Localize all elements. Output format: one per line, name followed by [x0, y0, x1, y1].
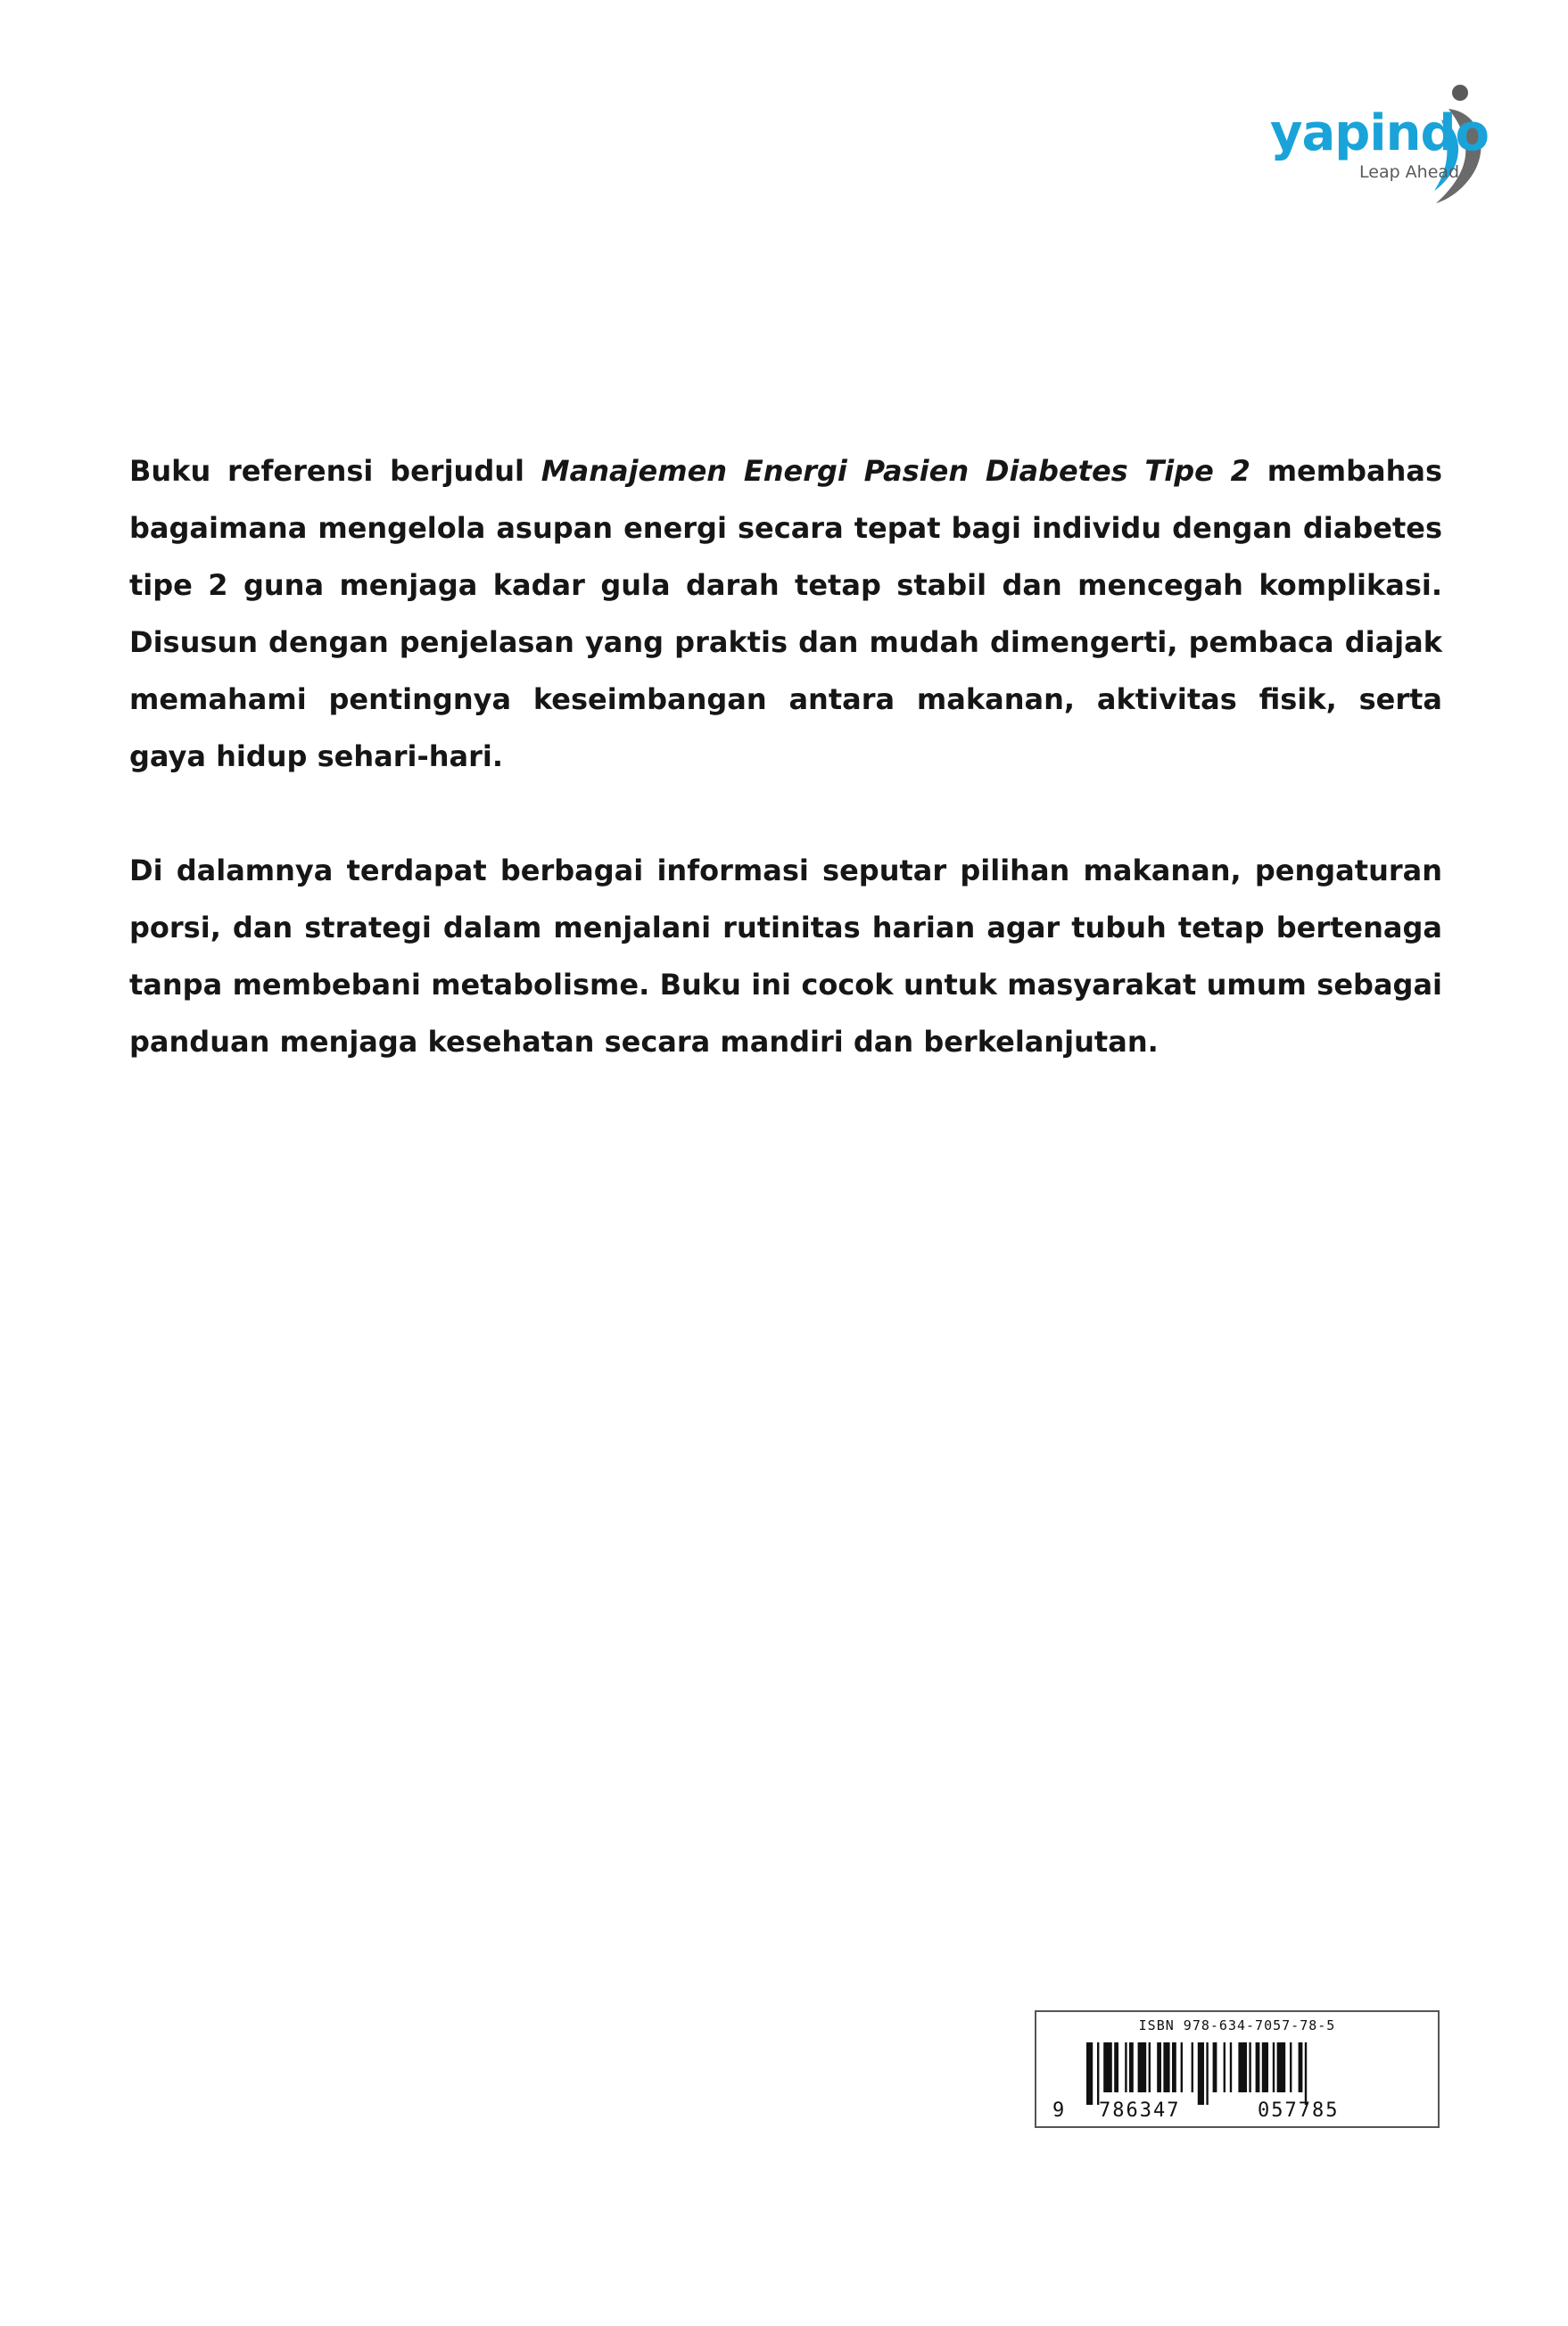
- isbn-digits-right: 057785: [1258, 2099, 1340, 2122]
- blurb-p1-intro: Buku referensi berjudul: [129, 454, 541, 488]
- barcode-icon: [1086, 2042, 1514, 2105]
- barcode-bar: [1238, 2042, 1247, 2092]
- barcode-bar: [1277, 2042, 1286, 2092]
- barcode-bar: [1230, 2042, 1232, 2092]
- barcode-bar: [1129, 2042, 1134, 2092]
- barcode-bar: [1181, 2042, 1183, 2092]
- barcode-bar: [1086, 2042, 1093, 2105]
- barcode-bar: [1224, 2042, 1226, 2092]
- barcode-bar: [1299, 2042, 1303, 2092]
- barcode-bar: [1125, 2042, 1126, 2092]
- barcode-bar: [1149, 2042, 1151, 2092]
- barcode-bar: [1103, 2042, 1112, 2092]
- isbn-barcode-box: [1035, 2010, 1440, 2128]
- publisher-name: yapindo: [1270, 104, 1489, 162]
- barcode-bar: [1249, 2042, 1250, 2092]
- barcode-bar: [1172, 2042, 1176, 2092]
- barcode-bar: [1114, 2042, 1118, 2092]
- barcode-bar: [1192, 2042, 1193, 2092]
- barcode-bar: [1138, 2042, 1147, 2092]
- isbn-digits-left: 786347: [1099, 2099, 1181, 2122]
- blurb-p1-body: membahas bagaimana mengelola asupan energi secara tepat bagi individu dengan diabetes tipe 2 guna menjaga kadar gula darah tetap stabil dan mencegah komplikasi. Disusun dengan penjelasan yang praktis dan mudah dimengerti, pembaca diajak memahami pentingnya keseimbangan antara makanan, aktivitas fisik, serta gaya hidup sehari-hari.: [129, 454, 1443, 773]
- barcode-bar: [1305, 2042, 1307, 2105]
- barcode-bar: [1163, 2042, 1169, 2092]
- isbn-digit-first: 9: [1052, 2099, 1065, 2122]
- barcode-bar: [1097, 2042, 1099, 2105]
- publisher-tagline: Leap Ahead: [1359, 162, 1460, 182]
- publisher-logo: [1258, 78, 1490, 203]
- blurb-paragraph-1: [129, 442, 1442, 785]
- back-cover-blurb: [129, 442, 1442, 1070]
- barcode-bar: [1256, 2042, 1260, 2092]
- barcode-bar: [1198, 2042, 1204, 2105]
- barcode-bar: [1262, 2042, 1268, 2092]
- barcode-bar: [1206, 2042, 1208, 2105]
- isbn-label: ISBN 978-634-7057-78-5: [1138, 2017, 1336, 2033]
- barcode-bar: [1157, 2042, 1161, 2092]
- blurb-paragraph-2: Di dalamnya terdapat berbagai informasi seputar pilihan makanan, pengaturan porsi, dan strategi dalam menjalani rutinitas harian agar tubuh tetap bertenaga tanpa membebani metabolisme. Buku ini cocok untuk masyarakat umum sebagai panduan menjaga kesehatan secara mandiri dan berkelanjutan.: [129, 854, 1442, 1059]
- barcode-bar: [1213, 2042, 1217, 2092]
- book-title: Manajemen Energi Pasien Diabetes Tipe 2: [541, 454, 1250, 488]
- barcode-bar: [1290, 2042, 1292, 2092]
- barcode-bar: [1273, 2042, 1275, 2092]
